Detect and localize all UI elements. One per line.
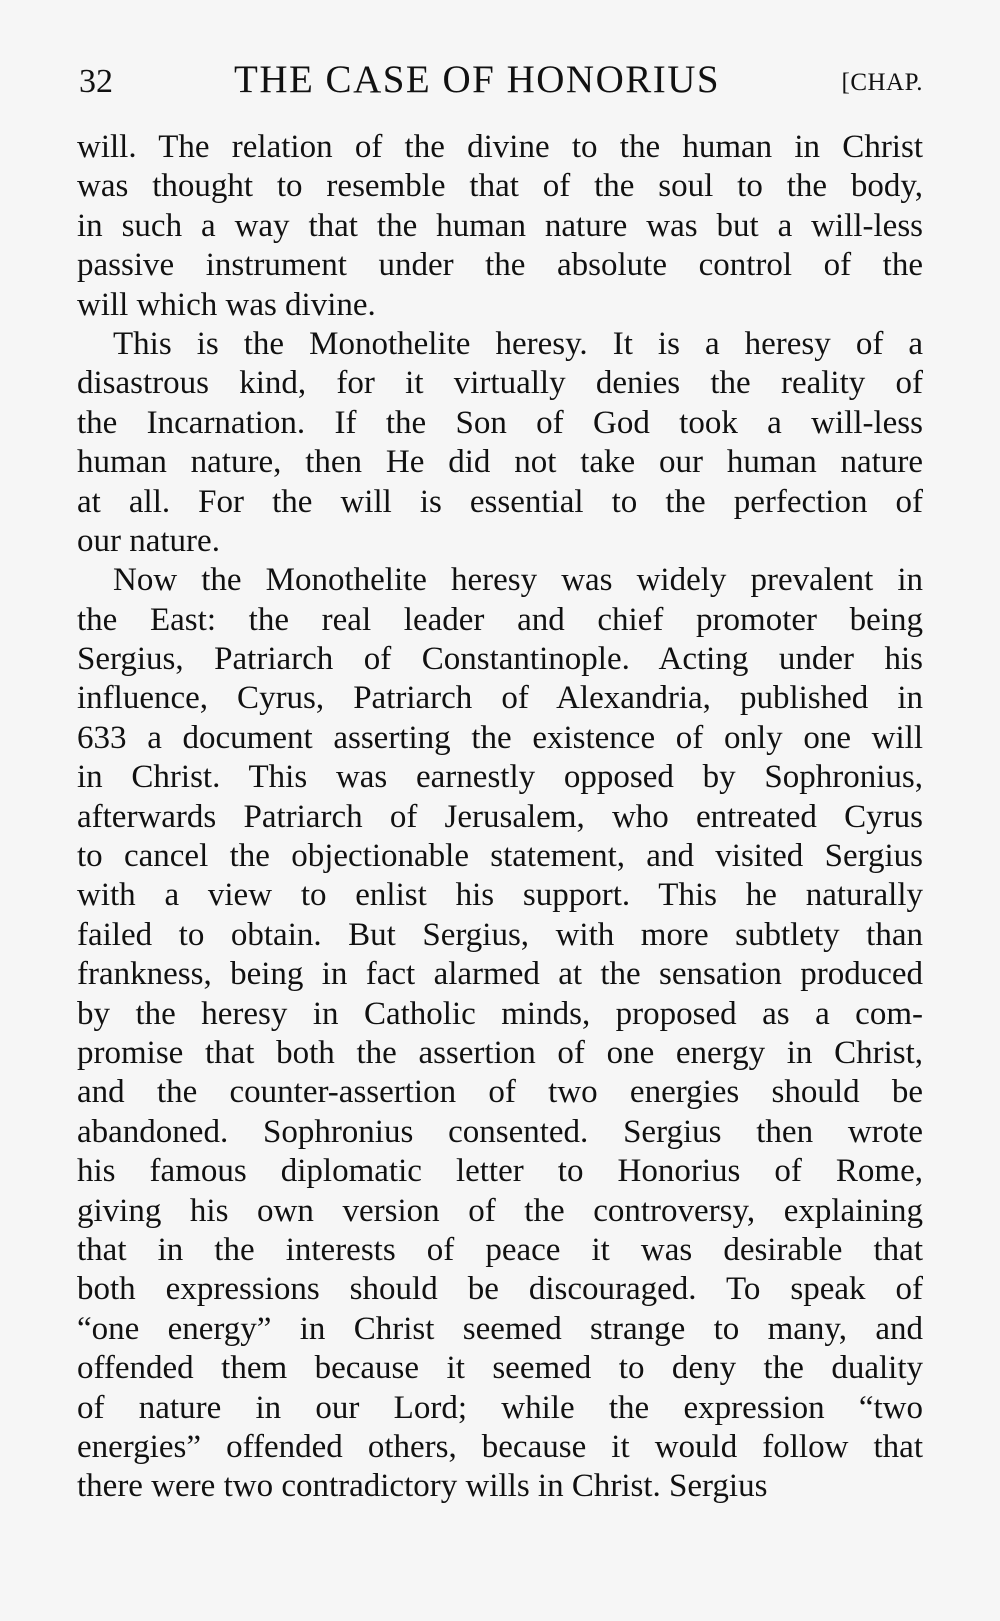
paragraph [77, 561, 923, 1506]
text-line: 633 a document asserting the existence of only one will [77, 719, 923, 756]
paragraph [77, 325, 923, 561]
text-line: Sergius, Patriarch of Constantinople. Acting under his [77, 641, 923, 678]
text-line: there were two contradictory wills in Christ. Sergius [77, 1468, 768, 1505]
text-line: afterwards Patriarch of Jerusalem, who entreated Cyrus [77, 798, 923, 835]
chapter-marker: [CHAP. [841, 69, 923, 96]
text-line: of nature in our Lord; while the expression “two [77, 1389, 923, 1426]
text-line: promise that both the assertion of one energy in Christ, [77, 1034, 923, 1071]
page-number: 32 [79, 63, 113, 100]
text-line: passive instrument under the absolute control of the [77, 247, 923, 284]
text-line: will. The relation of the divine to the human in Christ [77, 129, 923, 165]
text-line: to cancel the objectionable statement, and visited Sergius [77, 838, 923, 875]
text-line: with a view to enlist his support. This he naturally [77, 877, 923, 914]
running-title: THE CASE OF HONORIUS [234, 58, 721, 101]
text-line: was thought to resemble that of the soul to the body, [77, 168, 923, 205]
text-line: in such a way that the human nature was but a will-less [77, 207, 923, 244]
text-line: giving his own version of the controversy, explaining [77, 1192, 923, 1229]
text-line: his famous diplomatic letter to Honorius of Rome, [77, 1153, 923, 1190]
text-line: This is the Monothelite heresy. It is a heresy of a [113, 325, 923, 362]
text-line: offended them because it seemed to deny the duality [77, 1350, 923, 1387]
text-line: disastrous kind, for it virtually denies the reality of [77, 365, 923, 402]
body-text [77, 128, 923, 1507]
text-line: abandoned. Sophronius consented. Sergius then wrote [77, 1113, 923, 1150]
text-line: human nature, then He did not take our human nature [77, 444, 923, 481]
paragraph [77, 128, 923, 325]
text-line: the East: the real leader and chief promoter being [77, 601, 923, 638]
text-line: energies” offended others, because it would follow that [77, 1428, 923, 1465]
text-line: failed to obtain. But Sergius, with more subtlety than [77, 916, 923, 953]
text-line: our nature. [77, 522, 220, 559]
running-header [77, 56, 923, 110]
text-line: at all. For the will is essential to the perfection of [77, 483, 923, 520]
text-line: “one energy” in Christ seemed strange to many, and [77, 1310, 923, 1347]
text-line: Now the Monothelite heresy was widely prevalent in [113, 562, 923, 599]
text-line: in Christ. This was earnestly opposed by Sophronius, [77, 759, 923, 796]
text-line: the Incarnation. If the Son of God took a will-less [77, 404, 923, 441]
text-line: by the heresy in Catholic minds, proposed as a com- [77, 995, 923, 1032]
text-line: influence, Cyrus, Patriarch of Alexandria, published in [77, 680, 923, 717]
text-line: frankness, being in fact alarmed at the sensation produced [77, 956, 923, 993]
text-line: and the counter-assertion of two energies should be [77, 1074, 923, 1111]
text-line: will which was divine. [77, 286, 376, 323]
book-page [77, 56, 923, 1507]
text-line: that in the interests of peace it was desirable that [77, 1231, 923, 1268]
text-line: both expressions should be discouraged. To speak of [77, 1271, 923, 1308]
